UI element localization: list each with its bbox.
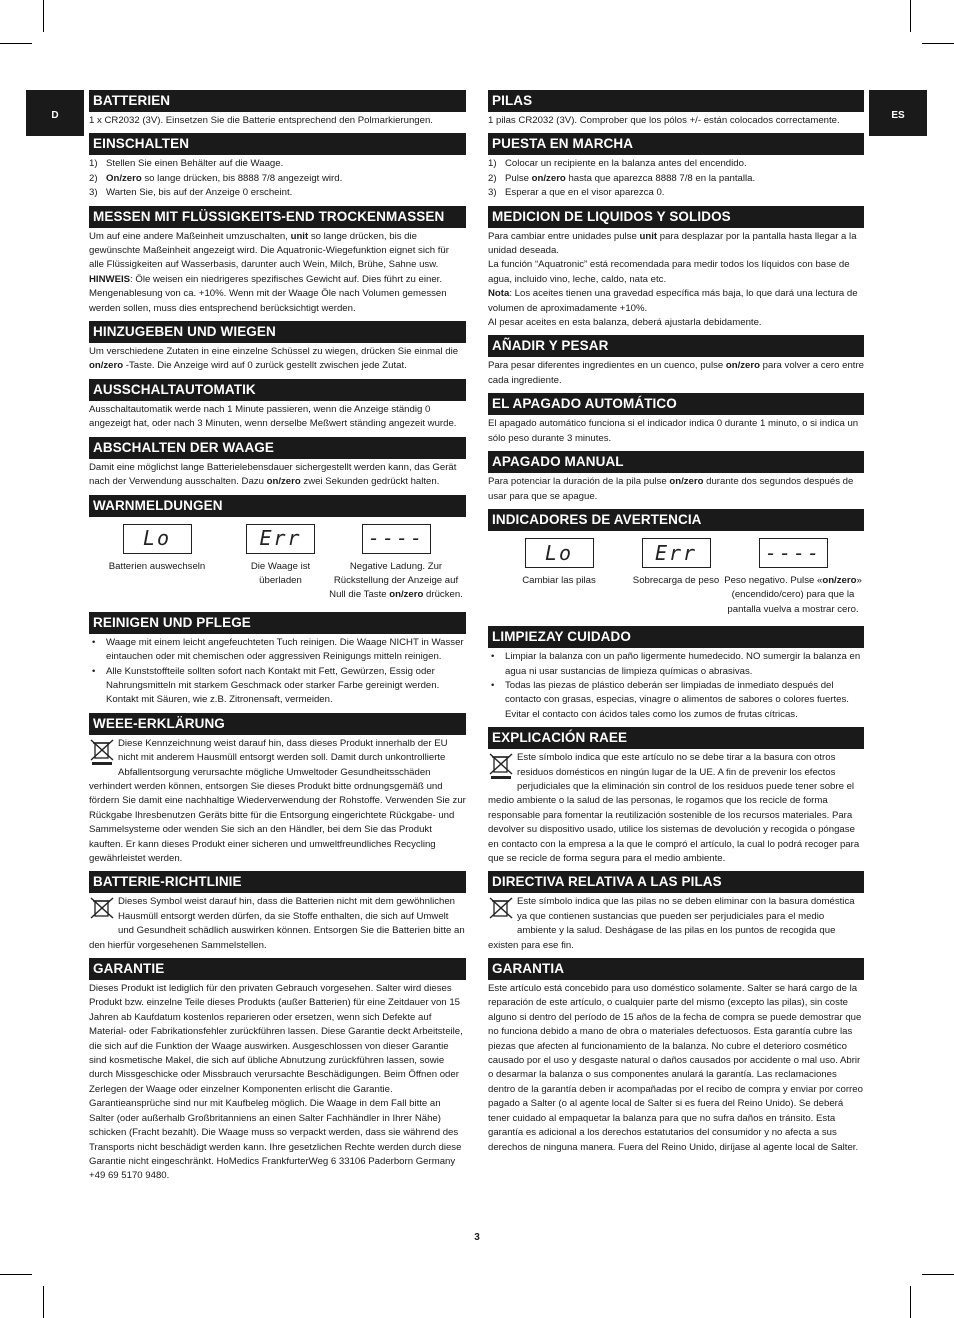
section-warnmeldungen [89,495,466,607]
section-ausschaltautomatik [89,379,466,432]
warning-displays [488,533,864,621]
section-heading: MESSEN MIT FLÜSSIGKEITS-END TROCKENMASSEN [89,206,466,228]
section-reinigen [89,612,466,708]
steps-list [89,157,466,200]
section-heading: AUSSCHALTAUTOMATIK [89,379,466,401]
section-heading: GARANTIE [89,958,466,980]
section-heading: EXPLICACIÓN RAEE [488,727,864,749]
crop-mark [43,1286,44,1318]
section-text: Al pesar aceites en esta balanza, deberá ajustarla debidamente. [488,317,762,329]
section-apagado-automatico [488,393,864,446]
section-heading: EINSCHALTEN [89,133,466,155]
section-heading: WARNMELDUNGEN [89,495,466,517]
crossed-bin-icon [488,752,514,780]
warning-item [326,524,466,603]
warning-displays [89,519,466,607]
section-text: La función “Aquatronic” está recomendada para medir todos los líquidos con base de agua, incluido vino, leche, caldo, nata etc. [488,259,850,285]
crop-mark [910,1286,911,1318]
warning-caption: Peso negativo. Pulse «on/zero» (encendido/cero) para que la pantalla vuelva a mostrar cero. [724,574,862,615]
section-text: Dieses Produkt ist lediglich für den privaten Gebrauch vorgesehen. Salter wird dieses Produkt bzw. einzelne Teile dieses Produkts (außer Batterien) für eine Zeitdauer von 15 Jahren ab Kaufdatum kostenlos reparieren oder ersetzen, wenn sich Defekte auf Material- oder Fabrikationsfehler zurückführen lassen. Diese Garantie deckt Arbeitsteile, die sich auf die Funktion der Waage auswirken. Ausgeschlossen von dieser Garantie sind kosmetische Makel, die sich auf übliche Abnutzung zurückführen lassen, sowie durch Missgeschicke oder Missbrauch verursachte Beschädigungen. Beim Öffnen oder Zerlegen der Waage oder einzelner Komponenten erlischt die Garantie. Garantieansprüche sind nur mit Kaufbeleg möglich. Die Waage in dem Fall bitte an Salter (oder außerhalb Großbritanniens an einen Salter Fachhändler in Ihrer Nähe) schicken (Fracht bezahlt). Die Waage muss so verpackt werden, dass sie während des Transports nicht beschädigt werden kann. Ihre gesetzlichen Rechte werden durch diese Garantie nicht eingeschränkt. HoMedics FrankfurterWeg 6 33106 Paderborn Germany +49 69 5170 9480. [89,983,463,1182]
crossed-bin-icon [488,896,514,924]
warning-caption: Die Waage ist überladen [250,560,311,586]
step-item: 3) Warten Sie, bis auf der Anzeige 0 erscheint. [89,187,293,199]
list-item: • Waage mit einem leicht angefeuchteten Tuch reinigen. Die Waage NICHT in Wasser eintauchen oder mit chemischen oder aggressiven Reinigungs mitteln reinigen. [89,636,466,665]
section-pilas [488,90,864,128]
crossed-bin-icon [89,896,115,924]
list-item: • Limpiar la balanza con un paño ligermente humedecido. NO sumergir la balanza en agua ni usar sustancias de limpieza químicas o abrasivas. [488,650,864,679]
section-raee [488,727,864,866]
section-heading: INDICADORES DE AVERTENCIA [488,509,864,531]
section-text: Para pesar diferentes ingredientes en un cuenco, pulse on/zero para volver a cero entre cada ingrediente. [488,360,864,386]
section-directiva [488,871,864,953]
section-indicadores [488,509,864,621]
section-heading: ABSCHALTEN DER WAAGE [89,437,466,459]
section-heading: DIRECTIVA RELATIVA A LAS PILAS [488,871,864,893]
section-weee [89,713,466,867]
crop-mark [0,1274,32,1275]
section-heading: MEDICION DE LIQUIDOS Y SOLIDOS [488,206,864,228]
section-text: El apagado automático funciona si el indicador indica 0 durante 1 minuto, o si indica un sólo peso durante 3 minutes. [488,418,859,444]
warning-item [241,524,321,603]
language-tab-de: D [26,90,84,136]
section-puesta-en-marcha [488,133,864,200]
section-text: 1 pilas CR2032 (3V). Comprober que los pólos +/- están colocados correctamente. [488,115,840,126]
german-column [89,90,466,1189]
section-batterien [89,90,466,128]
warning-item [722,538,864,617]
warning-item [89,524,235,603]
list-item: • Todas las piezas de plástico deberán ser limpiadas de inmediato después del contacto con grasas, especias, vinagre o alimentos de sabores o colores fuertes. Evitar el contacto con ácidos tales como los zumos de frutas cítricas. [488,679,864,722]
crop-mark [922,1274,954,1275]
section-batterie-richtlinie [89,871,466,953]
section-text: Este símbolo indica que las pilas no se deben eliminar con la basura doméstica ya que contienen sustancias que pueden ser perjudiciales para el medio ambiente y la salud. Deshágase de las pilas en los puntos de recogida que existen para ese fin. [488,896,855,951]
page-number: 3 [474,1232,480,1243]
note-text: Nota: Los aceites tienen una gravedad específica más baja, lo que dará una lectura de volumen de aproximadamente +10%. [488,288,858,314]
spanish-column [488,90,864,1160]
section-text: Para cambiar entre unidades pulse unit para desplazar por la pantalla hasta llegar a la unidad deseada. [488,230,857,257]
lcd-display: Lo [525,538,594,568]
lcd-display: Lo [123,524,192,554]
section-messen [89,206,466,316]
section-heading: REINIGEN UND PFLEGE [89,612,466,634]
step-item: 1) Stellen Sie einen Behälter auf die Waage. [89,158,284,170]
section-heading: PILAS [488,90,864,112]
warning-item [488,538,630,617]
warning-caption: Negative Ladung. Zur Rückstellung der Anzeige auf Null die Taste on/zero drücken. [329,560,463,601]
warning-caption: Sobrecarga de peso [632,574,720,586]
section-heading: WEEE-ERKLÄRUNG [89,713,466,735]
bullet-list [488,650,864,722]
section-limpieza [488,626,864,722]
section-text: Um verschiedene Zutaten in eine einzelne Schüssel zu wiegen, drücken Sie einmal die on/zero -Taste. Die Anzeige wird auf 0 zurück gestellt zwischen jede Zutat. [89,346,459,372]
language-tab-es: ES [869,90,927,136]
step-item: 1) Colocar un recipiente en la balanza antes del encendido. [488,158,747,170]
section-text: 1 x CR2032 (3V). Einsetzen Sie die Batterie entsprechend den Polmarkierungen. [89,115,433,126]
section-heading: APAGADO MANUAL [488,451,864,473]
section-heading: LIMPIEZAY CUIDADO [488,626,864,648]
lcd-display: ---- [759,538,828,568]
step-item: 2) Pulse on/zero hasta que aparezca 8888 7/8 en la pantalla. [488,172,756,184]
steps-list [488,157,864,200]
crossed-bin-icon [89,738,115,766]
section-garantia [488,958,864,1155]
section-text: Diese Kennzeichnung weist darauf hin, dass dieses Produkt innerhalb der EU nicht mit anderem Hausmüll entsorgt werden soll. Damit durch unkontrollierte Abfallentsorgung verursachte mögliche Umweltoder Gesundheitsschäden verhindert werden können, entsorgen Sie dieses Produkt bitte ordnungsgemäß und fördern Sie damit eine nachhaltige Wiederverwendung der Rohstoffe. Verwenden Sie zur Rückgabe Ihresbenutzen Geräts bitte für die Entsorgung eingerichtete Rückgabe- und Sammelsysteme oder wenden Sie sich an den Händler, bei dem Sie das Produkt kauften. Er kann dieses Produkt einer sicheren und umweltfreundliches Recycling gewährleistet werden. [89,737,466,864]
section-text: Ausschaltautomatik werde nach 1 Minute passieren, wenn die Anzeige ständig 0 angezeigt hat, oder nach 3 Minuten, wenn derselbe Meßwert ständing angezeit wurde. [89,403,457,430]
lcd-display: Err [642,538,711,568]
section-text: Este símbolo indica que este artículo no se debe tirar a la basura con otros residuos domésticos en ningún lugar de la UE. A fin de prevenir los efectos perjudiciales que la eliminación sin control de los residuos puede tener sobre el medio ambiente o la salud de las personas, le rogamos que los recicle de forma responsable para fomentar la reutilización sostenible de los recursos materiales. Para devolver su dispositivo usado, utilice los sistemas de devolución y recogida o póngase en contacto con la empresa a la que le compró el artículo, la cual lo podrá recoger para que se recicle de forma segura para el medio ambiente. [488,752,860,864]
list-item: • Alle Kunststoffteile sollten sofort nach Kontakt mit Fett, Gewürzen, Essig oder Nahrungsmitteln mit starkem Geschmack oder starker Farbe gereinigt werden. Kontakt mit Säuren, wie z.B. Zitronensaft, vermeiden. [89,665,466,708]
section-medicion [488,206,864,331]
crop-mark [0,43,32,44]
section-hinzugeben [89,321,466,374]
lcd-display: Err [246,524,315,554]
section-heading: BATTERIE-RICHTLINIE [89,871,466,893]
section-apagado-manual [488,451,864,504]
section-garantie [89,958,466,1184]
section-heading: AÑADIR Y PESAR [488,335,864,357]
section-text: Para potenciar la duración de la pila pulse on/zero durante dos segundos después de usar para que se apague. [488,476,854,502]
note-text: HINWEIS: Öle weisen ein niedrigeres spezifisches Gewicht auf. Dies führt zu einer. Mengenablesung von ca. +10%. Wenn mit der Waage Öle nach Volumen gemessen werden sollen, muss dies entsprechend berücksichtigt werden. [89,273,447,314]
section-heading: GARANTIA [488,958,864,980]
warning-caption: Cambiar las pilas [522,574,596,586]
crop-mark [43,0,44,32]
warning-caption: Batterien auswechseln [108,560,206,572]
section-text: Dieses Symbol weist darauf hin, dass die Batterien nicht mit dem gewöhnlichen Hausmüll entsorgt werden dürfen, da sie Stoffe enthalten, die sich auf Umwelt und Gesundheit schädlich auswirken können. Entsorgen Sie die Batterien bitte an den hierfür vorgesehenen Sammelstellen. [89,896,465,951]
crop-mark [910,0,911,32]
section-heading: BATTERIEN [89,90,466,112]
lcd-display: ---- [362,524,431,554]
step-item: 2) On/zero so lange drücken, bis 8888 7/8 angezeigt wird. [89,172,343,184]
section-text: Damit eine möglichst lange Batterielebensdauer sichergestellt werden kann, das Gerät nach der Verwendung ausschalten. Dazu on/zero zwei Sekunden gedrückt halten. [89,461,457,488]
section-text: Este artículo está concebido para uso doméstico solamente. Salter se hará cargo de la reparación de este artículo, o cualquier parte del mismo (excepto las pilas), sin coste alguno si dentro del período de 15 años de la fecha de compra se puede demostrar que no funciona debido a mano de obra o materiales defectuosos. Esta garantía cubre las piezas que afecten al funcionamiento de la balanza. No cubre el deterioro cosmético causado por el uso y desgaste natural o daños causados por accidente o mal uso. Abrir o desarmar la balanza o sus componentes anulará la garantía. Las reclamaciones dentro de la garantía deben ir acompañadas por el recibo de compra y enviar por correo pagado a Salter (o al agente local de Salter si es fuera del Reino Unido). Se deberá tener cuidado al empaquetar la balanza para que no sufra daños en tránsito. Esta garantía es adicional a los derechos estatutarios del consumidor y no afecta a sus derechos de ninguna manera. Fuera del Reino Unido, diríjase al agente local de Salter. [488,983,863,1153]
warning-item [631,538,721,617]
step-item: 3) Esperar a que en el visor aparezca 0. [488,187,665,199]
section-text: Um auf eine andere Maßeinheit umzuschalten, unit so lange drücken, bis die gewünschte Maßeinheit angezeigt wird. Die Aquatronic-Wiegefunktion eignet sich für alle Flüssigkeiten auf Wasserbasis, darunter auch Wein, Milch, Brühe, Sahne usw. [89,230,449,271]
section-heading: HINZUGEBEN UND WIEGEN [89,321,466,343]
crop-mark [922,43,954,44]
section-heading: PUESTA EN MARCHA [488,133,864,155]
section-anadir [488,335,864,388]
section-heading: EL APAGADO AUTOMÁTICO [488,393,864,415]
section-abschalten [89,437,466,490]
section-einschalten [89,133,466,200]
bullet-list [89,636,466,708]
